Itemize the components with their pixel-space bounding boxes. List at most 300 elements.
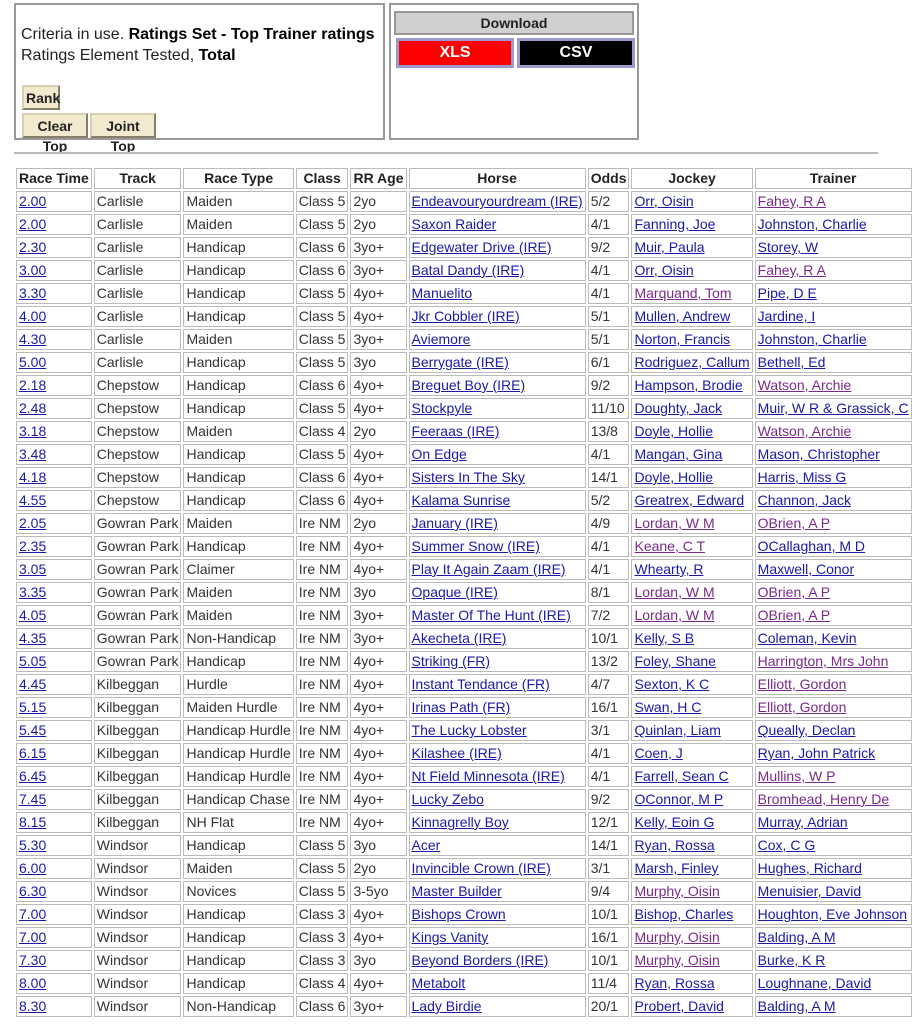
trainer-link[interactable]: Fahey, R A — [757, 262, 826, 278]
horse-link[interactable]: Manuelito — [411, 285, 473, 301]
trainer-link[interactable]: Harris, Miss G — [757, 469, 847, 485]
jockey-link[interactable]: Rodriguez, Callum — [634, 354, 750, 370]
race-time-link[interactable]: 4.05 — [19, 607, 47, 623]
trainer-link[interactable]: OBrien, A P — [757, 584, 831, 600]
jockey-cell — [631, 858, 752, 879]
jockey-link[interactable]: Lordan, W M — [634, 515, 715, 531]
horse-link[interactable]: Bishops Crown — [411, 906, 506, 922]
table-row — [16, 881, 912, 902]
horse-link[interactable]: Kalama Sunrise — [411, 492, 511, 508]
jockey-link[interactable]: Fanning, Joe — [634, 216, 716, 232]
race-type-cell: Handicap — [183, 375, 293, 396]
track-cell: Chepstow — [94, 398, 182, 419]
rr-age-cell: 2yo — [350, 421, 406, 442]
race-time-link[interactable]: 5.05 — [19, 653, 47, 669]
table-row — [16, 628, 912, 649]
section-divider — [14, 152, 878, 154]
race-time-cell — [16, 467, 92, 488]
rr-age-cell: 4yo+ — [350, 651, 406, 672]
trainer-link[interactable]: Watson, Archie — [757, 377, 852, 393]
trainer-link[interactable]: Menuisier, David — [757, 883, 862, 899]
trainer-link[interactable]: Pipe, D E — [757, 285, 817, 301]
trainer-link[interactable]: Cox, C G — [757, 837, 816, 853]
race-time-link[interactable]: 6.30 — [19, 883, 47, 899]
race-time-link[interactable]: 8.15 — [19, 814, 47, 830]
jockey-link[interactable]: Mangan, Gina — [634, 446, 723, 462]
horse-link[interactable]: Opaque (IRE) — [411, 584, 498, 600]
jockey-link[interactable]: Doughty, Jack — [634, 400, 723, 416]
class-cell: Ire NM — [296, 697, 349, 718]
horse-link[interactable]: Feeraas (IRE) — [411, 423, 500, 439]
trainer-link[interactable]: OBrien, A P — [757, 515, 831, 531]
class-cell: Class 4 — [296, 973, 349, 994]
table-row — [16, 191, 912, 212]
race-time-link[interactable]: 2.30 — [19, 239, 47, 255]
trainer-link[interactable]: Mullins, W P — [757, 768, 836, 784]
class-cell: Class 4 — [296, 421, 349, 442]
jockey-link[interactable]: Hampson, Brodie — [634, 377, 743, 393]
jockey-cell — [631, 352, 752, 373]
race-time-link[interactable]: 6.45 — [19, 768, 47, 784]
odds-cell: 14/1 — [588, 467, 630, 488]
odds-cell: 4/1 — [588, 536, 630, 557]
odds-cell: 3/1 — [588, 858, 630, 879]
jockey-link[interactable]: Ryan, Rossa — [634, 975, 715, 991]
table-row — [16, 260, 912, 281]
results-body — [16, 191, 912, 1017]
race-type-cell: Handicap — [183, 973, 293, 994]
horse-link[interactable]: Instant Tendance (FR) — [411, 676, 550, 692]
trainer-link[interactable]: Fahey, R A — [757, 193, 826, 209]
criteria-value: Ratings Set - Top Trainer ratings — [128, 26, 375, 43]
header-jockey: Jockey — [631, 168, 752, 189]
trainer-link[interactable]: Watson, Archie — [757, 423, 852, 439]
table-row — [16, 858, 912, 879]
race-time-link[interactable]: 7.00 — [19, 906, 47, 922]
jockey-link[interactable]: Coen, J — [634, 745, 683, 761]
horse-link[interactable]: Irinas Path (FR) — [411, 699, 511, 715]
jockey-link[interactable]: Ryan, Rossa — [634, 837, 715, 853]
race-type-cell: Handicap — [183, 950, 293, 971]
odds-cell: 4/9 — [588, 513, 630, 534]
trainer-cell — [755, 881, 912, 902]
jockey-link[interactable]: Sexton, K C — [634, 676, 710, 692]
race-time-link[interactable]: 2.00 — [19, 193, 47, 209]
horse-cell — [409, 559, 586, 580]
jockey-cell — [631, 789, 752, 810]
rr-age-cell: 3yo+ — [350, 260, 406, 281]
jockey-link[interactable]: Lordan, W M — [634, 584, 715, 600]
table-row — [16, 582, 912, 603]
trainer-cell — [755, 237, 912, 258]
race-time-cell — [16, 444, 92, 465]
trainer-link[interactable]: Balding, A M — [757, 929, 836, 945]
race-time-cell — [16, 674, 92, 695]
trainer-link[interactable]: Storey, W — [757, 239, 819, 255]
horse-link[interactable]: Summer Snow (IRE) — [411, 538, 540, 554]
jockey-link[interactable]: Murphy, Oisin — [634, 883, 720, 899]
table-row — [16, 237, 912, 258]
trainer-cell — [755, 536, 912, 557]
trainer-link[interactable]: Mason, Christopher — [757, 446, 880, 462]
header-race-time: Race Time — [16, 168, 92, 189]
table-row — [16, 605, 912, 626]
track-cell: Kilbeggan — [94, 697, 182, 718]
jockey-link[interactable]: Lordan, W M — [634, 607, 715, 623]
trainer-cell — [755, 306, 912, 327]
trainer-link[interactable]: Elliott, Gordon — [757, 676, 847, 692]
race-time-cell — [16, 950, 92, 971]
horse-link[interactable]: Batal Dandy (IRE) — [411, 262, 525, 278]
rr-age-cell: 3yo+ — [350, 237, 406, 258]
class-cell: Class 5 — [296, 444, 349, 465]
jockey-link[interactable]: Doyle, Hollie — [634, 423, 714, 439]
jockey-link[interactable]: Quinlan, Liam — [634, 722, 721, 738]
rr-age-cell: 2yo — [350, 513, 406, 534]
trainer-cell — [755, 352, 912, 373]
table-row — [16, 720, 912, 741]
rr-age-cell: 4yo+ — [350, 697, 406, 718]
race-time-link[interactable]: 8.00 — [19, 975, 47, 991]
race-time-cell — [16, 651, 92, 672]
jockey-link[interactable]: Doyle, Hollie — [634, 469, 714, 485]
trainer-cell — [755, 904, 912, 925]
track-cell: Windsor — [94, 927, 182, 948]
race-time-link[interactable]: 6.15 — [19, 745, 47, 761]
race-time-link[interactable]: 7.30 — [19, 952, 47, 968]
horse-link[interactable]: Akecheta (IRE) — [411, 630, 507, 646]
odds-cell: 20/1 — [588, 996, 630, 1017]
horse-link[interactable]: Play It Again Zaam (IRE) — [411, 561, 566, 577]
race-time-link[interactable]: 2.35 — [19, 538, 47, 554]
criteria-prefix: Criteria in use. — [21, 26, 129, 43]
jockey-link[interactable]: Murphy, Oisin — [634, 952, 720, 968]
horse-link[interactable]: On Edge — [411, 446, 467, 462]
trainer-link[interactable]: Johnston, Charlie — [757, 216, 867, 232]
track-cell: Chepstow — [94, 490, 182, 511]
jockey-cell — [631, 812, 752, 833]
race-time-link[interactable]: 3.30 — [19, 285, 47, 301]
jockey-cell — [631, 927, 752, 948]
race-time-link[interactable]: 4.35 — [19, 630, 47, 646]
horse-link[interactable]: Endeavouryourdream (IRE) — [411, 193, 583, 209]
race-time-cell — [16, 904, 92, 925]
class-cell: Ire NM — [296, 720, 349, 741]
odds-cell: 11/10 — [588, 398, 630, 419]
rr-age-cell: 4yo+ — [350, 812, 406, 833]
trainer-cell — [755, 973, 912, 994]
class-cell: Class 5 — [296, 306, 349, 327]
trainer-link[interactable]: Bromhead, Henry De — [757, 791, 890, 807]
race-time-cell — [16, 559, 92, 580]
odds-cell: 5/1 — [588, 306, 630, 327]
odds-cell: 3/1 — [588, 720, 630, 741]
jockey-link[interactable]: Kelly, Eoin G — [634, 814, 715, 830]
horse-link[interactable]: Edgewater Drive (IRE) — [411, 239, 552, 255]
horse-link[interactable]: Jkr Cobbler (IRE) — [411, 308, 520, 324]
jockey-link[interactable]: Marquand, Tom — [634, 285, 732, 301]
trainer-link[interactable]: Ryan, John Patrick — [757, 745, 876, 761]
race-time-link[interactable]: 2.00 — [19, 216, 47, 232]
race-type-cell: Maiden — [183, 329, 293, 350]
trainer-cell — [755, 605, 912, 626]
horse-link[interactable]: Kings Vanity — [411, 929, 489, 945]
odds-cell: 5/2 — [588, 490, 630, 511]
jockey-link[interactable]: Orr, Oisin — [634, 193, 694, 209]
table-row — [16, 996, 912, 1017]
horse-cell — [409, 283, 586, 304]
class-cell: Ire NM — [296, 628, 349, 649]
race-time-link[interactable]: 7.00 — [19, 929, 47, 945]
race-time-link[interactable]: 5.15 — [19, 699, 47, 715]
horse-cell — [409, 743, 586, 764]
table-row — [16, 674, 912, 695]
odds-cell: 8/1 — [588, 582, 630, 603]
race-time-cell — [16, 697, 92, 718]
class-cell: Class 5 — [296, 858, 349, 879]
race-type-cell: Handicap Hurdle — [183, 743, 293, 764]
horse-cell — [409, 352, 586, 373]
race-time-link[interactable]: 7.45 — [19, 791, 47, 807]
horse-link[interactable]: Stockpyle — [411, 400, 473, 416]
jockey-cell — [631, 214, 752, 235]
race-time-link[interactable]: 5.45 — [19, 722, 47, 738]
rr-age-cell: 4yo+ — [350, 490, 406, 511]
class-cell: Ire NM — [296, 582, 349, 603]
horse-link[interactable]: Aviemore — [411, 331, 471, 347]
trainer-link[interactable]: Burke, K R — [757, 952, 826, 968]
trainer-link[interactable]: Harrington, Mrs John — [757, 653, 889, 669]
rr-age-cell: 4yo+ — [350, 306, 406, 327]
track-cell: Windsor — [94, 973, 182, 994]
results-table — [14, 166, 914, 1019]
race-time-cell — [16, 329, 92, 350]
horse-link[interactable]: Striking (FR) — [411, 653, 491, 669]
horse-cell — [409, 812, 586, 833]
race-time-link[interactable]: 3.18 — [19, 423, 47, 439]
horse-link[interactable]: Beyond Borders (IRE) — [411, 952, 549, 968]
trainer-link[interactable]: OCallaghan, M D — [757, 538, 866, 554]
track-cell: Carlisle — [94, 260, 182, 281]
race-type-cell: Handicap Chase — [183, 789, 293, 810]
class-cell: Ire NM — [296, 812, 349, 833]
horse-link[interactable]: Metabolt — [411, 975, 466, 991]
jockey-cell — [631, 260, 752, 281]
race-time-link[interactable]: 5.00 — [19, 354, 47, 370]
race-time-link[interactable]: 4.45 — [19, 676, 47, 692]
class-cell: Ire NM — [296, 766, 349, 787]
track-cell: Carlisle — [94, 283, 182, 304]
race-time-cell — [16, 858, 92, 879]
rr-age-cell: 2yo — [350, 191, 406, 212]
jockey-cell — [631, 881, 752, 902]
horse-link[interactable]: Master Builder — [411, 883, 502, 899]
jockey-cell — [631, 904, 752, 925]
race-time-link[interactable]: 4.00 — [19, 308, 47, 324]
race-time-link[interactable]: 2.48 — [19, 400, 47, 416]
jockey-link[interactable]: Keane, C T — [634, 538, 706, 554]
clear-top-button[interactable]: Clear Top — [22, 113, 88, 138]
header-race-type: Race Type — [183, 168, 293, 189]
jockey-cell — [631, 605, 752, 626]
horse-link[interactable]: Saxon Raider — [411, 216, 497, 232]
race-time-link[interactable]: 3.05 — [19, 561, 47, 577]
jockey-link[interactable]: Kelly, S B — [634, 630, 695, 646]
rr-age-cell: 2yo — [350, 214, 406, 235]
trainer-link[interactable]: Loughnane, David — [757, 975, 872, 991]
trainer-cell — [755, 283, 912, 304]
rr-age-cell: 3yo+ — [350, 628, 406, 649]
horse-link[interactable]: Kilashee (IRE) — [411, 745, 502, 761]
jockey-link[interactable]: Murphy, Oisin — [634, 929, 720, 945]
trainer-cell — [755, 858, 912, 879]
class-cell: Class 5 — [296, 214, 349, 235]
trainer-link[interactable]: OBrien, A P — [757, 607, 831, 623]
horse-cell — [409, 996, 586, 1017]
race-time-link[interactable]: 3.00 — [19, 262, 47, 278]
jockey-cell — [631, 444, 752, 465]
jockey-link[interactable]: Norton, Francis — [634, 331, 731, 347]
table-row — [16, 283, 912, 304]
horse-link[interactable]: Kinnagrelly Boy — [411, 814, 509, 830]
trainer-link[interactable]: Channon, Jack — [757, 492, 852, 508]
trainer-link[interactable]: Queally, Declan — [757, 722, 856, 738]
horse-link[interactable]: Invincible Crown (IRE) — [411, 860, 551, 876]
jockey-link[interactable]: Swan, H C — [634, 699, 702, 715]
jockey-cell — [631, 950, 752, 971]
header-horse: Horse — [409, 168, 586, 189]
track-cell: Windsor — [94, 881, 182, 902]
trainer-cell — [755, 720, 912, 741]
jockey-link[interactable]: Farrell, Sean C — [634, 768, 729, 784]
race-time-link[interactable]: 3.48 — [19, 446, 47, 462]
horse-link[interactable]: Berrygate (IRE) — [411, 354, 509, 370]
horse-link[interactable]: January (IRE) — [411, 515, 498, 531]
race-time-link[interactable]: 4.18 — [19, 469, 47, 485]
jockey-link[interactable]: Mullen, Andrew — [634, 308, 731, 324]
jockey-cell — [631, 375, 752, 396]
trainer-link[interactable]: Balding, A M — [757, 998, 836, 1014]
odds-cell: 4/1 — [588, 260, 630, 281]
odds-cell: 4/1 — [588, 283, 630, 304]
header-odds: Odds — [588, 168, 630, 189]
race-time-cell — [16, 996, 92, 1017]
race-time-cell — [16, 398, 92, 419]
jockey-link[interactable]: OConnor, M P — [634, 791, 724, 807]
horse-cell — [409, 191, 586, 212]
class-cell: Ire NM — [296, 743, 349, 764]
trainer-link[interactable]: Jardine, I — [757, 308, 816, 324]
race-time-link[interactable]: 4.30 — [19, 331, 47, 347]
trainer-cell — [755, 835, 912, 856]
horse-link[interactable]: Master Of The Hunt (IRE) — [411, 607, 571, 623]
jockey-link[interactable]: Whearty, R — [634, 561, 704, 577]
trainer-link[interactable]: Hughes, Richard — [757, 860, 862, 876]
joint-top-button[interactable]: Joint Top — [90, 113, 156, 138]
horse-link[interactable]: The Lucky Lobster — [411, 722, 527, 738]
track-cell: Gowran Park — [94, 605, 182, 626]
class-cell: Class 5 — [296, 835, 349, 856]
track-cell: Gowran Park — [94, 559, 182, 580]
horse-link[interactable]: Lady Birdie — [411, 998, 482, 1014]
csv-download-button[interactable]: CSV — [517, 38, 635, 68]
odds-cell: 9/2 — [588, 375, 630, 396]
class-cell: Class 6 — [296, 490, 349, 511]
odds-cell: 4/1 — [588, 766, 630, 787]
class-cell: Class 3 — [296, 904, 349, 925]
trainer-link[interactable]: Elliott, Gordon — [757, 699, 847, 715]
horse-link[interactable]: Breguet Boy (IRE) — [411, 377, 526, 393]
jockey-link[interactable]: Foley, Shane — [634, 653, 716, 669]
odds-cell: 4/1 — [588, 444, 630, 465]
jockey-link[interactable]: Muir, Paula — [634, 239, 705, 255]
track-cell: Carlisle — [94, 237, 182, 258]
horse-link[interactable]: Sisters In The Sky — [411, 469, 525, 485]
jockey-link[interactable]: Probert, David — [634, 998, 724, 1014]
race-time-cell — [16, 191, 92, 212]
race-time-link[interactable]: 4.55 — [19, 492, 47, 508]
trainer-link[interactable]: Bethell, Ed — [757, 354, 826, 370]
class-cell: Class 3 — [296, 950, 349, 971]
race-time-link[interactable]: 8.30 — [19, 998, 47, 1014]
jockey-link[interactable]: Bishop, Charles — [634, 906, 734, 922]
jockey-link[interactable]: Marsh, Finley — [634, 860, 719, 876]
race-time-link[interactable]: 6.00 — [19, 860, 47, 876]
rr-age-cell: 4yo+ — [350, 927, 406, 948]
table-row — [16, 812, 912, 833]
race-time-cell — [16, 835, 92, 856]
table-row — [16, 444, 912, 465]
race-time-link[interactable]: 2.05 — [19, 515, 47, 531]
horse-cell — [409, 375, 586, 396]
odds-cell: 14/1 — [588, 835, 630, 856]
trainer-link[interactable]: Houghton, Eve Johnson — [757, 906, 908, 922]
horse-link[interactable]: Acer — [411, 837, 441, 853]
horse-link[interactable]: Nt Field Minnesota (IRE) — [411, 768, 565, 784]
trainer-link[interactable]: Muir, W R & Grassick, C — [757, 400, 909, 416]
horse-cell — [409, 904, 586, 925]
race-time-link[interactable]: 5.30 — [19, 837, 47, 853]
odds-cell: 9/2 — [588, 237, 630, 258]
jockey-link[interactable]: Greatrex, Edward — [634, 492, 745, 508]
trainer-link[interactable]: Maxwell, Conor — [757, 561, 855, 577]
race-time-cell — [16, 605, 92, 626]
track-cell: Gowran Park — [94, 582, 182, 603]
race-time-link[interactable]: 2.18 — [19, 377, 47, 393]
race-time-link[interactable]: 3.35 — [19, 584, 47, 600]
table-row — [16, 352, 912, 373]
jockey-link[interactable]: Orr, Oisin — [634, 262, 694, 278]
odds-cell: 10/1 — [588, 904, 630, 925]
jockey-cell — [631, 628, 752, 649]
race-time-cell — [16, 352, 92, 373]
trainer-cell — [755, 996, 912, 1017]
trainer-link[interactable]: Coleman, Kevin — [757, 630, 857, 646]
jockey-cell — [631, 329, 752, 350]
xls-download-button[interactable]: XLS — [396, 38, 514, 68]
trainer-link[interactable]: Johnston, Charlie — [757, 331, 867, 347]
horse-cell — [409, 697, 586, 718]
track-cell: Kilbeggan — [94, 812, 182, 833]
class-cell: Class 5 — [296, 329, 349, 350]
rank-button[interactable]: Rank — [22, 85, 60, 110]
trainer-link[interactable]: Murray, Adrian — [757, 814, 848, 830]
jockey-cell — [631, 559, 752, 580]
race-type-cell: Maiden — [183, 582, 293, 603]
rr-age-cell: 3yo — [350, 950, 406, 971]
horse-link[interactable]: Lucky Zebo — [411, 791, 484, 807]
race-type-cell: Handicap — [183, 398, 293, 419]
